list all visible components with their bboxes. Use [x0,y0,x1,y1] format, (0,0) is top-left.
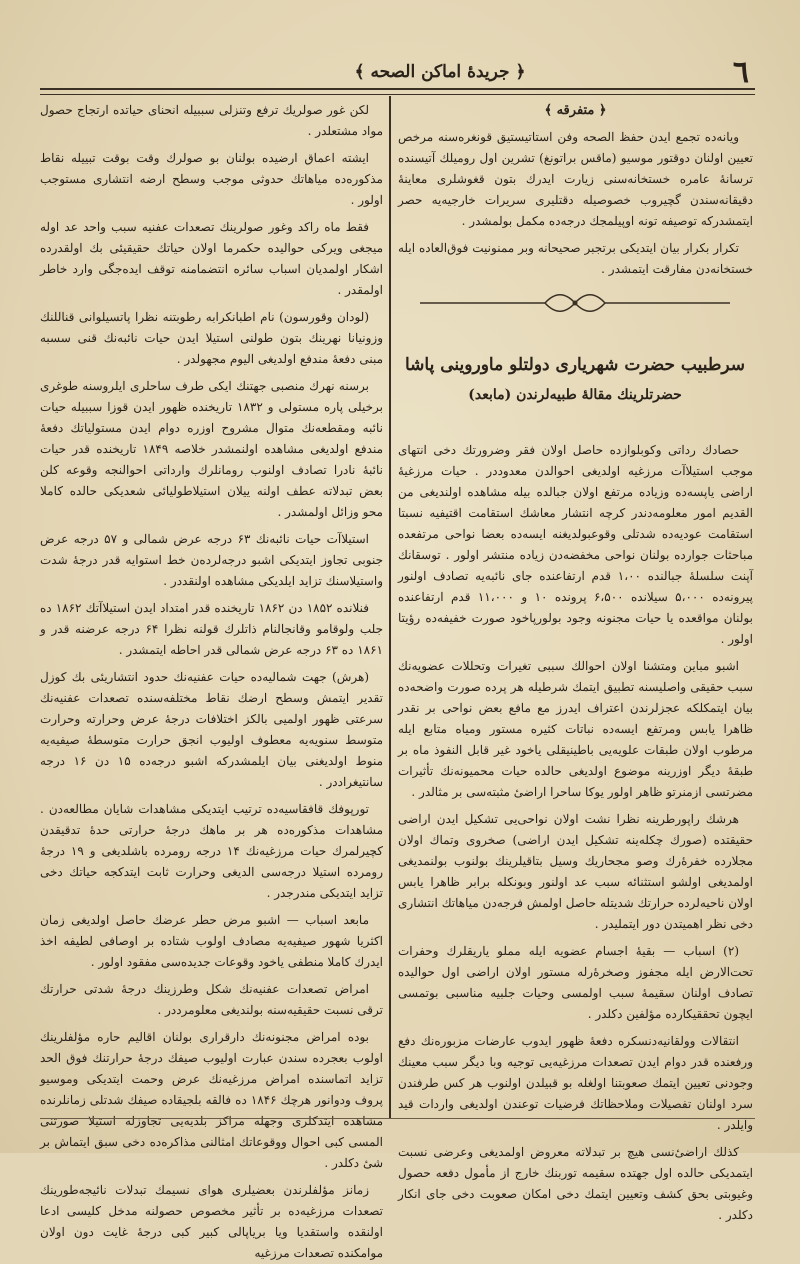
body-paragraph: فنلانده ۱۸۵۲ دن ۱۸۶۲ تاریخنده قدر امتداد ایدن استیلاآتك ۱۸۶۲ ده جلب ولوقامو وقانجالنام ذاتلرك قولنه نظرا ۶۴ درجه عرضنه قدر و ۱۸۶۱ ده ۶۳ درجه عرض شمالی قدر احاطه ایتمشدر . [40,601,384,657]
article-body [398,440,754,1222]
left-column [40,100,384,1260]
body-paragraph: (هرش) جهت شمالیه‌ده حیات عفنیه‌نك حدود انتشاریئی بك کوزل تقدیر ایتمش وسطح ارضك نقاط مختلفه‌سنده تصعدات عفنیه‌نك سرعتی ظهور اولمیی بالكز اختلافات درجهٔ عرض وحرارته وحرارت متوسط سنویه‌یه معطوف اولیوب انجق حرارت متوسطهٔ صیفیه‌یه منوط اولدیغنی بیان ایلمشدركه اشبو درجه‌ده ۱۵ دن ۱۶ درجه سانتیغراددر . [40,670,383,789]
body-paragraph: استیلاآت حیات نائبه‌نك ۶۳ درجه عرض شمالی و ۵۷ درجه عرض جنوبی تجاوز ایتدیکی اشبو درجه‌لرده‌ن خط استوایه قدر درجهٔ شدت واستیلاسنك تزاید ایلدیکی مشاهده اولنقددر . [40,532,383,588]
article-paragraph: كذلك اراضیٔ‌نسی هیچ بر تبدلاته معروض اولمدیغی وعرضی نسبت ایتمدیکی حالده اول جهتده سقیمه توربنك خارج از مأمول دفعه حصول وغیوبتی بحق كشف وتعیین ایتمك دخی امکان صعوبت دخی جای انکار دکلدر . [398,1145,753,1222]
body-paragraph: برسنه نهرك منصبی جهتنك ایکی طرف ساحلری ایلروسنه طوغری برخیلی پاره مستولی و ۱۸۳۲ تاریخنده ظهور ایدن قوزا سببیله حیات نائبه ومقطعه‌نك متوال مشروح اوزره دوام ایدن مستولیاتك دفعهٔ مندفع اولدیغی مشاهده اولنمشدر خلاصه ۱۸۴۹ تاریخنده قدر حیات نائبهٔ نادرا تصادف اولنوب رومانلرك وارداتی احوالنجه وقوعه كلن بعض تبدلاته عطف اولنه ییلان استیلاطولیائی شعدیکی حالده کاملا محو وزائل اولمشدر . [40,379,383,519]
body-paragraph: امراض تصعدات عفنیه‌نك شكل وطرزینك درجهٔ شدتی حرارتك ترقی نسبت حقیقیه‌سنه بولندیغی معلومرددر . [40,982,383,1017]
page-header [40,55,755,91]
article-paragraph: هرشك راپورطرینه نظرا نشت اولان نواحی‌یی تشکیل ایدن اراضی حقیقتده (صورك چكله‌ینه تشکیل ایدن اراضی) صخروی وتماك اولان مجلارده خفرهٔ‌رك وصو مجحاریك وسیل بتاقیلرینك بولنوب بولنمدیغی اولمدیغی اولشو استثنائه سبب عد اولنور وبونکله برابر ظاهرا یابس اولان ناحیه‌لرده حرارتك شدیتله حاصل اولمش فرجه‌دن میاهاتك انتشاری دخی نظر اهمیتدن دور ایتملیدر . [398,812,753,931]
section-title: ﴿ متفرقه ﴾ [544,103,607,118]
article-paragraph: (۲) اسباب — بقیهٔ اجسام عضویه ایله مملو یاریقلرك وحفرات تحت‌الارض ایله مجفوز وصخرهٔ‌رله مستور اولان اراضی اول حوالیده تصادف اولنان سقیمهٔ سبب اولمسی وحیات جلبیه مناسبی بوتمسی ایچون تحققیکارده مؤلفین دکلدر . [398,944,753,1021]
article-paragraph: انتقالات وولقانیه‌دنسکره دفعهٔ ظهور ایدوب عارضات مزبوره‌نك دفع ورفعنده قدر دوام ایدن تصعدات مرزغیه‌یی توجیه وبا دیگر سبب معینك وجو‌دنی تعیین ایتمك صعوبتنا اولغله بو قبیلدن اولنوب هر كس طرفندن سرد اولنان تفصیلات وملاحظاتك فرضیات توعندن اولدیغی واردات قید وایلدر . [398,1034,753,1132]
bottom-rule [40,1118,755,1120]
article-subtitle: حضرتلرینك مقالهٔ طبیه‌لرندن (مابعد) [468,387,682,403]
body-paragraph: (لودان وقورسون) نام اطبانکرابه رطوبتنه نظرا پاتسیلوانی قناللنك وزونیانا نهرینك بتون طولنی استیلا ایدن حیات نائبه‌نك قنی سسبه مبنی دفعهٔ مندفع اولدیغی الیوم مجهولدر . [40,310,383,366]
body-paragraph: تورپوفك قافقاسیه‌ده ترتیب ایتدیکی مشاهدات شایان مطالعه‌دن . مشاهدات مذكوره‌ده هر بر ماهك درجهٔ حرارتی حدهٔ تدقیقدن كچیرلمرك حیات مرزغیه‌نك ۱۴ درجه رومرده باشلدیغی و ۱۹ درجهٔ رومرده استیلا درجه‌سی الدیغی وحرارت ثابت ایتدكجه حیاتك دخی تزاید ایتدیکی مندرجدر . [40,802,383,900]
ornament-divider [420,290,730,316]
body-paragraph: ایشته اعماق ارضیده بولنان بو صولرك وقت بوقت تبییله نقاط مذكوره‌ده میاهاتك حدوثی موجب وسطح ارضه انتشاری مستوجب اولور . [40,151,383,207]
body-paragraph: فقط ماه راكد وغور صولرینك تصعدات عفنیه سبب واحد عد اوله میجغی ویركی حوالیده حكمرما اولان حیاتك حقیقیئی بك اولقدرده اشكار اولمدیان اسباب سائره انتضمامنه توقف ایده‌جگی وارد خاطر اولمقدر . [40,220,383,297]
body-paragraph: مابعد اسباب — اشبو مرض حطر عرضك حاصل اولدیغی زمان اكثریا شهور صیفیه‌یه مصادف اولوب شتاده بر اوصافی لطیفه اخذ ایدرك کاملا منطفی یاخود وقوعات جدیده‌سی مفقود اولور . [40,913,383,969]
article-title: سرطبیب حضرت شهریاری دولتلو ماوروینی پاشا [405,355,745,375]
body-paragraph: بوده امراض مجنونه‌نك دارقراری بولنان اقالیم حاره مؤلفلرینك اولوب بعجرده سندن عبارت اولیوب صیفك درجهٔ حرارتنك فوق الحد تزاید اتماسنده امراض مرزغیه‌نك عرض وحمت ایتدیکی وموسیو پروف ودوانور هرچك ۱۸۴۶ ده فالقه بلجیقاده صیفك شدتلی زمانلرنده مشاهده ایتدكلری وجهله مراكز بلدیه‌یی تجاوزله استیلا صورتنی المسی كبی احوال ووقوعاتك امثالنی مذاكره‌ده دخی سبق ایتماش بر شیٔ دکلدر . [40,1030,383,1170]
column-divider [389,96,392,1118]
article-title-block [400,350,750,410]
miscellany-paragraph: تکرار بکرار بیان ایتدیکی برتجبر صحیحانه وبر ممنونیت فوق‌العاده ایله خستخانه‌دن مفارقت ایتمشدر . [398,241,753,276]
right-column-top [398,100,753,285]
page-number: ٦ [732,55,749,90]
article-paragraph: حصادك رداتی وكوبلوازده حاصل اولان فقر وضرورتك دخی انتهای موجب استیلاآت مرزغیه اولدیغی احوالدن معدوددر . حیات مرزغیهٔ اراضی یاپسه‌ده وزیاده مرتفع اولان جبالده بیله مشاهده اولندیغی من القدیم امور معلومه‌دندر كرچه انتشار معاشك استقامت اقتیفیه نسبتا استقامت عودیه‌ده شدتلی وقوعبولدیغنه ایسه‌ده بعضا نواحی مرتفعده مباحثات جوارده بولنان نواحی مخفضه‌دن زیاده منتشر اولور . توسقانك آپنت سلسلهٔ جبالنده ۱،۰۰ قدم ارتفاعنده جای نائبه‌یه تصادف اولنور پیرونه‌ده ۵،۰۰۰ سیلانده ۶،۵۰۰ پرونده ۱۰ و ۱۱،۰۰۰ قدم ارتفاعنده بولنان مواقعده یا حیات مجنونه وجود بولورپاخود صورت خفیفه‌ده رؤیتا اولور . [398,443,754,646]
header-rule [40,88,755,95]
running-title: ﴿ جريدهٔ اماكن الصحه ﴾ [354,62,526,82]
body-paragraph: زمانز مؤلفلرندن بعضیلری هوای نسیمك تبدلات نائیجه‌طورینك تصعدات مرزغیه‌ده بر تأثیر مخصوص حصولنه مدخل كلیسی ادعا اولنقده واستقدیا ویا بریاپالی كبیر كبی درجهٔ غایت دون اولان موامكنده تصعدات مرزغیه [40,1183,383,1260]
body-paragraph: لكن غور صولریك ترفع وتنزلی سببیله انحنای حیاتده ارتجاج حصول مواد مشتعلدر . [40,103,383,138]
article-paragraph: اشبو مباین ومتشنا اولان احوالك سببی تغیرات وتحللات عضویه‌نك سبب حقیقی واصلیسنه تطبیق ایتمك شرطیله هر پرده صورت واضحه‌ده بیان ایتمكلكه عجزلرندن اعتراف ایدرز مع مافع بعض نواحی بر نقدر ظاهرا یابس ومرتفع ایسه‌ده نباتات کثیره مستور ومیاه متابع ایله مرطوب اولان طبقات علویه‌یی باطینیقلی یاخود غیر قابل النفوذ ماه بر طبقهٔ دیگر اوزرینه موضوع اولدیغی حالده حیات محمیونه‌نك تأثیرات مضرتسی ازمنرتو ظاهر اولور یوكا ساحرا اراضیٔ مثبته‌سی بر مثالدر . [398,659,753,799]
miscellany-paragraph: ویانه‌ده تجمع ایدن حفظ الصحه وفن استاتیستیق قونغره‌سنه مرخص تعیین اولنان دوقتور موسیو (ماقس براتونغ) تشرین اول رومیلك آتیسنده ترسانهٔ عامره خستخانه‌سنی زیارت ایدرك بتون قغوشلری معاینهٔ دقیقانه‌سندن گچیروب خصوصیله دقتلیری سریرات خارجیه‌یه حصر ایتمشدرکه توصیفه تونه اوپیلمجك درجه‌ده مکمل بولمشدر . [398,130,753,228]
